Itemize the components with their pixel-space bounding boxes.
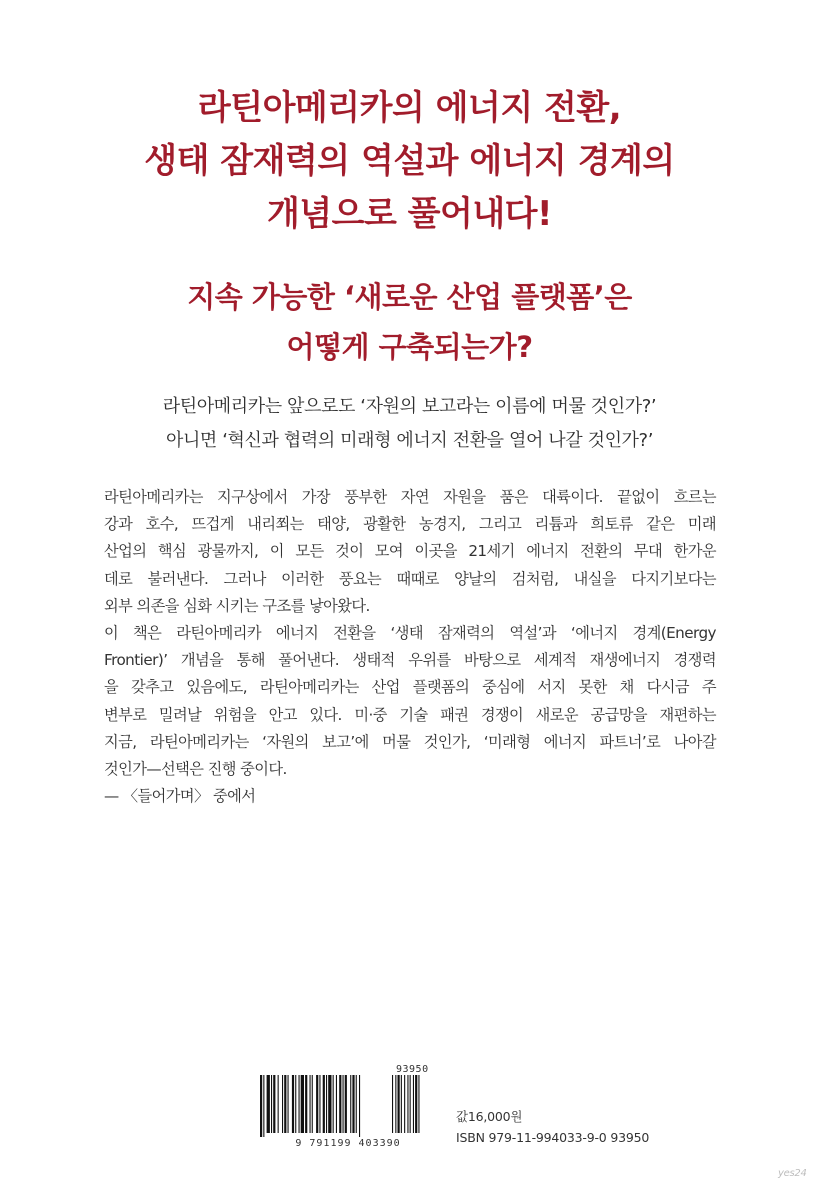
- question-line-1: 라틴아메리카는 앞으로도 ‘자원의 보고라는 이름에 머물 것인가?’: [162, 396, 657, 417]
- barcode-bar: [328, 1075, 331, 1133]
- barcode-bar: [333, 1075, 334, 1133]
- headline: [60, 82, 759, 241]
- barcode-bar: [336, 1075, 337, 1133]
- barcode-bar: [282, 1075, 283, 1133]
- barcode-addon-bar: [392, 1075, 393, 1133]
- body-line: 라틴아메리카는 지구상에서 가장 풍부한 자연 자원을 품은 대륙이다. 끝없이 흐르는: [104, 488, 716, 506]
- body-line: 산업의 핵심 광물까지, 이 모든 것이 모여 이곳을 21세기 에너지 전환의 무대 한가운: [104, 542, 716, 561]
- barcode-bar: [350, 1075, 351, 1133]
- barcode-bar: [267, 1075, 270, 1133]
- body-line: 이 책은 라틴아메리카 에너지 전환을 ‘생태 잠재력의 역설’과 ‘에너지 경계(Energy: [104, 624, 716, 643]
- barcode-bar: [292, 1075, 294, 1133]
- body-line: 데로 불러낸다. 그러나 이러한 풍요는 때때로 양날의 검처럼, 내실을 다지기보다는: [104, 569, 716, 588]
- barcode-bar: [356, 1075, 357, 1133]
- barcode-bar: [271, 1075, 272, 1133]
- barcode-bar: [345, 1075, 347, 1133]
- watermark-logo: yes24: [778, 1168, 807, 1179]
- barcode-bar: [316, 1075, 318, 1133]
- body-line: 지금, 라틴아메리카는 ‘자원의 보고’에 머물 것인가, ‘미래형 에너지 파트너’로 나아갈: [104, 732, 716, 751]
- body-line: 변부로 밀려날 위험을 안고 있다. 미·중 기술 패권 경쟁이 새로운 공급망을 재편하는: [104, 705, 716, 724]
- body-paragraphs: [104, 484, 716, 810]
- barcode-bar: [278, 1075, 279, 1133]
- barcode-addon-bar: [395, 1075, 396, 1133]
- barcode-bar: [284, 1075, 286, 1133]
- barcode-bar: [295, 1075, 296, 1133]
- barcode-bar: [273, 1075, 275, 1133]
- headline-line-1: 라틴아메리카의 에너지 전환,: [197, 88, 622, 128]
- isbn-barcode: [258, 1064, 438, 1156]
- barcode-bar: [339, 1075, 341, 1133]
- excerpt-source: — 〈들어가며〉 중에서: [104, 787, 256, 806]
- barcode-bar: [301, 1075, 304, 1133]
- question-block: [60, 390, 759, 458]
- barcode-bar: [288, 1075, 289, 1133]
- barcode-addon-bar: [401, 1075, 402, 1133]
- body-line: 을 갖추고 있음에도, 라틴아메리카는 산업 플랫폼의 중심에 서지 못한 채 다시금 주: [104, 678, 716, 697]
- barcode-addon-number: 93950: [396, 1064, 429, 1075]
- barcode-bar: [343, 1075, 344, 1133]
- isbn-label: ISBN 979-11-994033-9-0 93950: [456, 1130, 650, 1145]
- barcode-bar: [310, 1075, 311, 1133]
- subheadline-line-1: 지속 가능한 ‘새로운 산업 플랫폼’은: [187, 280, 632, 314]
- barcode-bar: [359, 1075, 360, 1137]
- barcode-bar: [260, 1075, 262, 1137]
- barcode-bar: [312, 1075, 313, 1133]
- barcode-addon-bar: [413, 1075, 414, 1133]
- question-line-2: 아니면 ‘혁신과 협력의 미래형 에너지 전환을 열어 나갈 것인가?’: [165, 430, 654, 451]
- barcode-bar: [352, 1075, 354, 1133]
- barcode-addon-bar: [415, 1075, 417, 1133]
- barcode-bar: [326, 1075, 327, 1133]
- barcode-addon-bar: [418, 1075, 419, 1133]
- barcode-addon-bar: [404, 1075, 405, 1133]
- body-line: Frontier)’ 개념을 통해 풀어낸다. 생태적 우위를 바탕으로 세계적 재생에너지 경쟁력: [104, 651, 716, 670]
- barcode-addon-bar: [398, 1075, 400, 1133]
- barcode-addon-bar: [410, 1075, 411, 1133]
- barcode-bars: [258, 1075, 438, 1137]
- body-line: 외부 의존을 심화 시키는 구조를 낳아왔다.: [104, 596, 370, 615]
- barcode-bar: [299, 1075, 300, 1133]
- body-line: 것인가—선택은 진행 중이다.: [104, 760, 287, 779]
- headline-line-2: 생태 잠재력의 역설과 에너지 경계의: [144, 141, 675, 181]
- barcode-addon-bar: [407, 1075, 408, 1133]
- price-label: 값16,000원: [456, 1109, 523, 1124]
- barcode-number: 9 791199 403390: [295, 1138, 401, 1149]
- headline-line-3: 개념으로 풀어내다!: [266, 194, 553, 234]
- subheadline: [60, 272, 759, 372]
- subheadline-line-2: 어떻게 구축되는가?: [286, 330, 533, 364]
- price-info: [456, 1106, 649, 1148]
- barcode-bar: [319, 1075, 320, 1133]
- barcode-bar: [263, 1075, 264, 1137]
- body-line: 강과 호수, 뜨겁게 내리쬐는 태양, 광활한 농경지, 그리고 리튬과 희토류 같은 미래: [104, 515, 716, 534]
- barcode-bar: [305, 1075, 307, 1133]
- barcode-bar: [323, 1075, 325, 1133]
